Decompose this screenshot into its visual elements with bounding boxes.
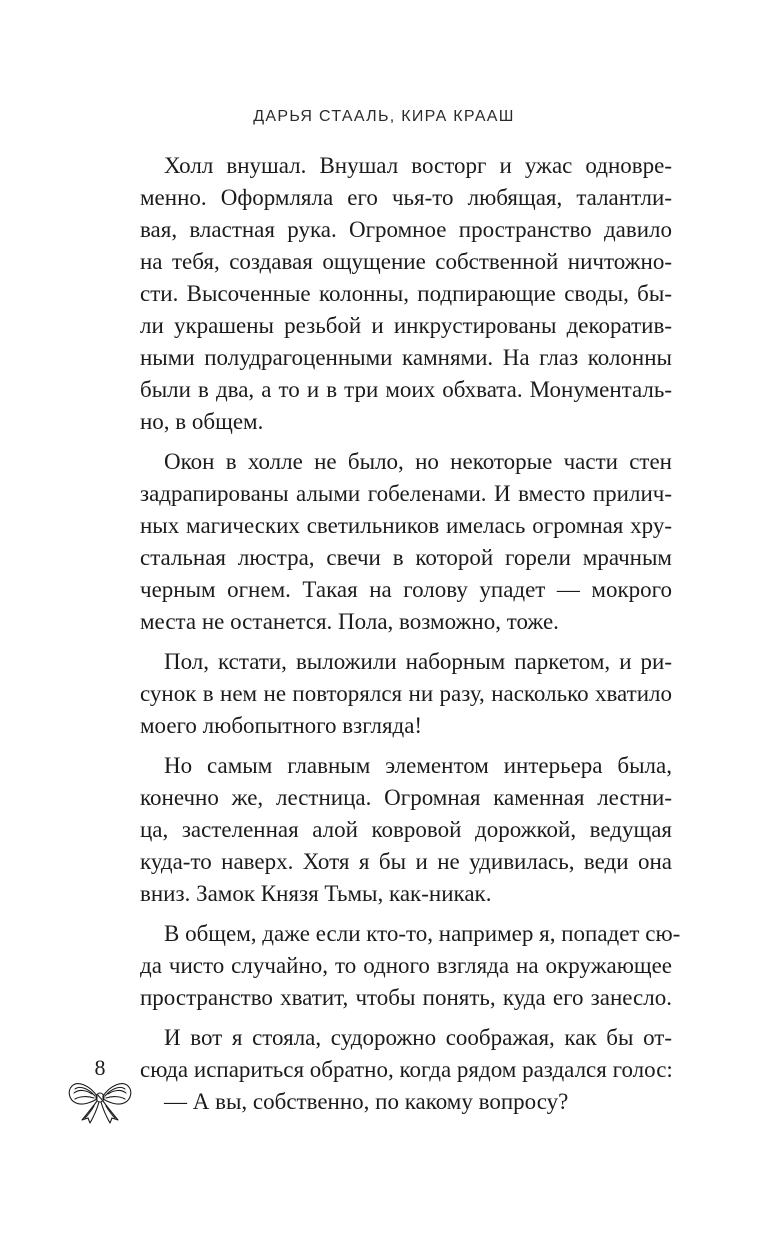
text-line: Холл внушал. Внушал восторг и ужас одновре-: [164, 153, 672, 178]
text-line: В общем, даже если кто-то, например я, попадет сю-: [164, 921, 681, 946]
text-line: ца, застеленная алой ковровой дорожкой, ведущая: [140, 817, 672, 842]
text-line: Но самым главным элементом интерьера была,: [164, 753, 672, 778]
paragraph: [140, 1086, 672, 1118]
text-line: ными полудрагоценными камнями. На глаз колонны: [140, 345, 672, 370]
bow-icon: [66, 1076, 134, 1128]
text-line: да чисто случайно, то одного взгляда на окружающее: [140, 953, 672, 978]
text-line: Пол, кстати, выложили наборным паркетом, и ри-: [164, 649, 672, 674]
page-number: 8: [94, 1055, 106, 1080]
text-line: менно. Оформляла его чья-то любящая, талантли-: [140, 185, 672, 210]
running-head: ДАРЬЯ СТААЛЬ, КИРА КРААШ: [253, 108, 515, 125]
text-line: конечно же, лестница. Огромная каменная лестни-: [140, 785, 672, 810]
text-line: — А вы, собственно, по какому вопросу?: [164, 1089, 569, 1114]
text-line: ли украшены резьбой и инкрустированы декоратив-: [140, 313, 672, 338]
text-line: Окон в холле не было, но некоторые части стен: [164, 449, 672, 474]
paragraph: [140, 750, 672, 910]
paragraph: [140, 446, 672, 638]
text-line: места не останется. Пола, возможно, тоже.: [140, 609, 559, 634]
text-line: сунок в нем не повторялся ни разу, насколько хватило: [140, 681, 672, 706]
text-line: пространство хватит, чтобы понять, куда его занесло.: [140, 985, 672, 1010]
paragraph: [140, 1022, 672, 1086]
text-line: на тебя, создавая ощущение собственной ничтожно-: [140, 249, 672, 274]
text-line: И вот я стояла, судорожно соображая, как бы от-: [164, 1025, 672, 1050]
text-line: черным огнем. Такая на голову упадет — мокрого: [140, 577, 672, 602]
text-line: вниз. Замок Князя Тьмы, как-никак.: [140, 881, 492, 906]
text-line: задрапированы алыми гобеленами. И вместо прилич-: [140, 481, 672, 506]
paragraph: [140, 646, 672, 742]
text-line: но, в общем.: [140, 409, 264, 434]
text-line: стальная люстра, свечи в которой горели мрачным: [140, 545, 672, 570]
body-text: [140, 150, 681, 1118]
text-line: моего любопытного взгляда!: [140, 713, 423, 738]
text-line: вая, властная рука. Огромное пространство давило: [140, 217, 672, 242]
text-line: куда-то наверх. Хотя я бы и не удивилась, веди она: [140, 849, 672, 874]
text-line: были в два, а то и в три моих обхвата. Монументаль-: [140, 377, 672, 402]
text-line: сти. Высоченные колонны, подпирающие своды, бы-: [140, 281, 672, 306]
text-line: ных магических светильников имелась огромная хру-: [140, 513, 672, 538]
paragraph: [140, 150, 672, 438]
paragraph: [140, 918, 681, 1014]
text-line: сюда испариться обратно, когда рядом раздался голос:: [140, 1057, 673, 1082]
